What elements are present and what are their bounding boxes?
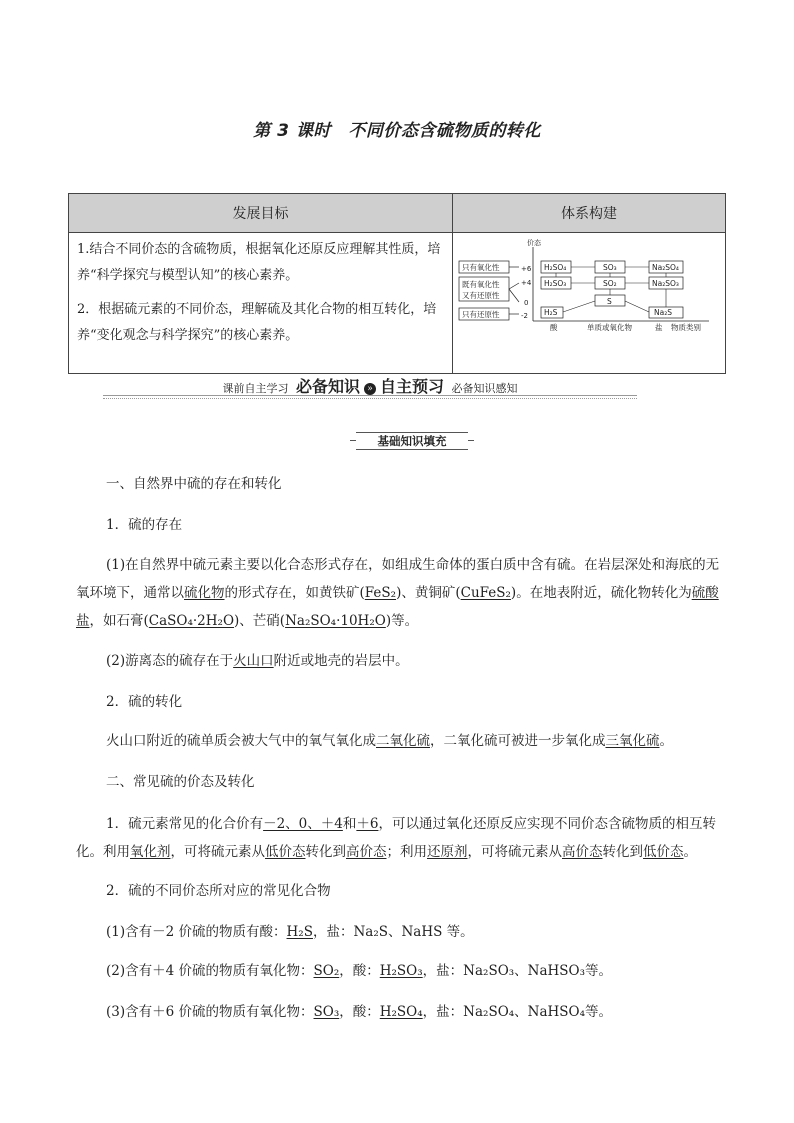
label-reducing: 只有还原性 bbox=[462, 310, 500, 319]
heading-1-2: 2．硫的转化 bbox=[106, 694, 183, 710]
box-so3: SO₃ bbox=[603, 263, 617, 272]
label-both-2: 又有还原性 bbox=[462, 291, 500, 300]
label-oxidizing: 只有氧化性 bbox=[462, 263, 500, 272]
heading-1-1: 1．硫的存在 bbox=[106, 517, 183, 533]
label-both-1: 既有氧化性 bbox=[462, 280, 500, 289]
paragraph-free-sulfur: (2)游离态的硫存在于火山口附近或地壳的岩层中。 bbox=[106, 653, 409, 669]
category-element: 单质或氧化物 bbox=[587, 323, 632, 332]
box-h2s: H₂S bbox=[544, 308, 558, 317]
level-zero: 0 bbox=[524, 299, 529, 307]
banner-right: 必备知识感知 bbox=[451, 382, 518, 395]
banner-title-1: 必备知识 bbox=[295, 377, 360, 396]
heading-2-2: 2．硫的不同价态所对应的常见化合物 bbox=[106, 883, 331, 899]
header-goals: 发展目标 bbox=[69, 194, 453, 233]
goal-2: 2．根据硫元素的不同价态，理解硫及其化合物的相互转化，培养“变化观念与科学探究”的核心素养。 bbox=[77, 302, 437, 343]
paragraph-sulfur-existence: (1)在自然界中硫元素主要以化合态形式存在，如组成生命体的蛋白质中含有硫。在岩层深处和海底的无氧环境下，通常以硫化物的形式存在，如黄铁矿(FeS₂)、黄铜矿(CuFeS₂)。在地表附近，硫化物转化为硫酸盐，如石膏(CaSO₄·2H₂O)、芒硝(Na₂SO₄·10H₂O)等。 bbox=[76, 557, 720, 629]
y-axis-title: 价态 bbox=[527, 239, 541, 247]
box-na2s: Na₂S bbox=[654, 308, 672, 317]
section-banner bbox=[103, 372, 637, 400]
sulfur-valence-diagram bbox=[457, 235, 721, 335]
goals-table bbox=[68, 193, 726, 374]
box-s: S bbox=[607, 297, 612, 306]
goal-1: 1.结合不同价态的含硫物质，根据氧化还原反应理解其性质，培养“科学探究与模型认知”的核心素养。 bbox=[77, 242, 441, 283]
header-system: 体系构建 bbox=[453, 194, 726, 233]
category-salt: 盐 bbox=[655, 323, 663, 332]
level-plus6: +6 bbox=[521, 265, 532, 273]
level-plus4: +4 bbox=[521, 279, 532, 287]
box-so2: SO₂ bbox=[603, 279, 617, 288]
list-item-minus2: (1)含有－2 价硫的物质有酸：H₂S，盐：Na₂S、NaHS 等。 bbox=[106, 924, 474, 940]
box-na2so4: Na₂SO₄ bbox=[652, 263, 679, 272]
banner-left: 课前自主学习 bbox=[222, 382, 289, 395]
category-acid: 酸 bbox=[550, 323, 558, 332]
heading-2: 二、常见硫的价态及转化 bbox=[106, 774, 255, 790]
list-item-plus6: (3)含有＋6 价硫的物质有氧化物：SO₃，酸：H₂SO₄，盐：Na₂SO₄、NaHSO₄等。 bbox=[106, 1004, 613, 1020]
diagram-cell bbox=[453, 233, 726, 374]
banner-title-2: 自主预习 bbox=[380, 377, 445, 396]
box-h2so3: H₂SO₃ bbox=[544, 279, 567, 288]
box-na2so3: Na₂SO₃ bbox=[652, 279, 679, 288]
box-h2so4: H₂SO₄ bbox=[544, 263, 567, 272]
paragraph-sulfur-conversion: 火山口附近的硫单质会被大气中的氧气氧化成二氧化硫，二氧化硫可被进一步氧化成三氧化硫。 bbox=[106, 733, 673, 749]
page-title: 第 3 课时 不同价态含硫物质的转化 bbox=[253, 121, 541, 141]
x-axis-title: 物质类别 bbox=[671, 323, 701, 332]
goals-cell bbox=[69, 233, 453, 374]
banner-arrow-icon: » bbox=[364, 383, 376, 395]
heading-1: 一、自然界中硫的存在和转化 bbox=[106, 476, 282, 492]
level-minus2: -2 bbox=[521, 312, 528, 320]
section-tag: 基础知识填充 bbox=[356, 432, 468, 450]
paragraph-valence: 1．硫元素常见的化合价有－2、0、＋4和＋6，可以通过氧化还原反应实现不同价态含硫物质的相互转化。利用氧化剂，可将硫元素从低价态转化到高价态；利用还原剂，可将硫元素从高价态转化到低价态。 bbox=[76, 816, 716, 860]
list-item-plus4: (2)含有＋4 价硫的物质有氧化物：SO₂，酸：H₂SO₃，盐：Na₂SO₃、NaHSO₃等。 bbox=[106, 963, 613, 979]
